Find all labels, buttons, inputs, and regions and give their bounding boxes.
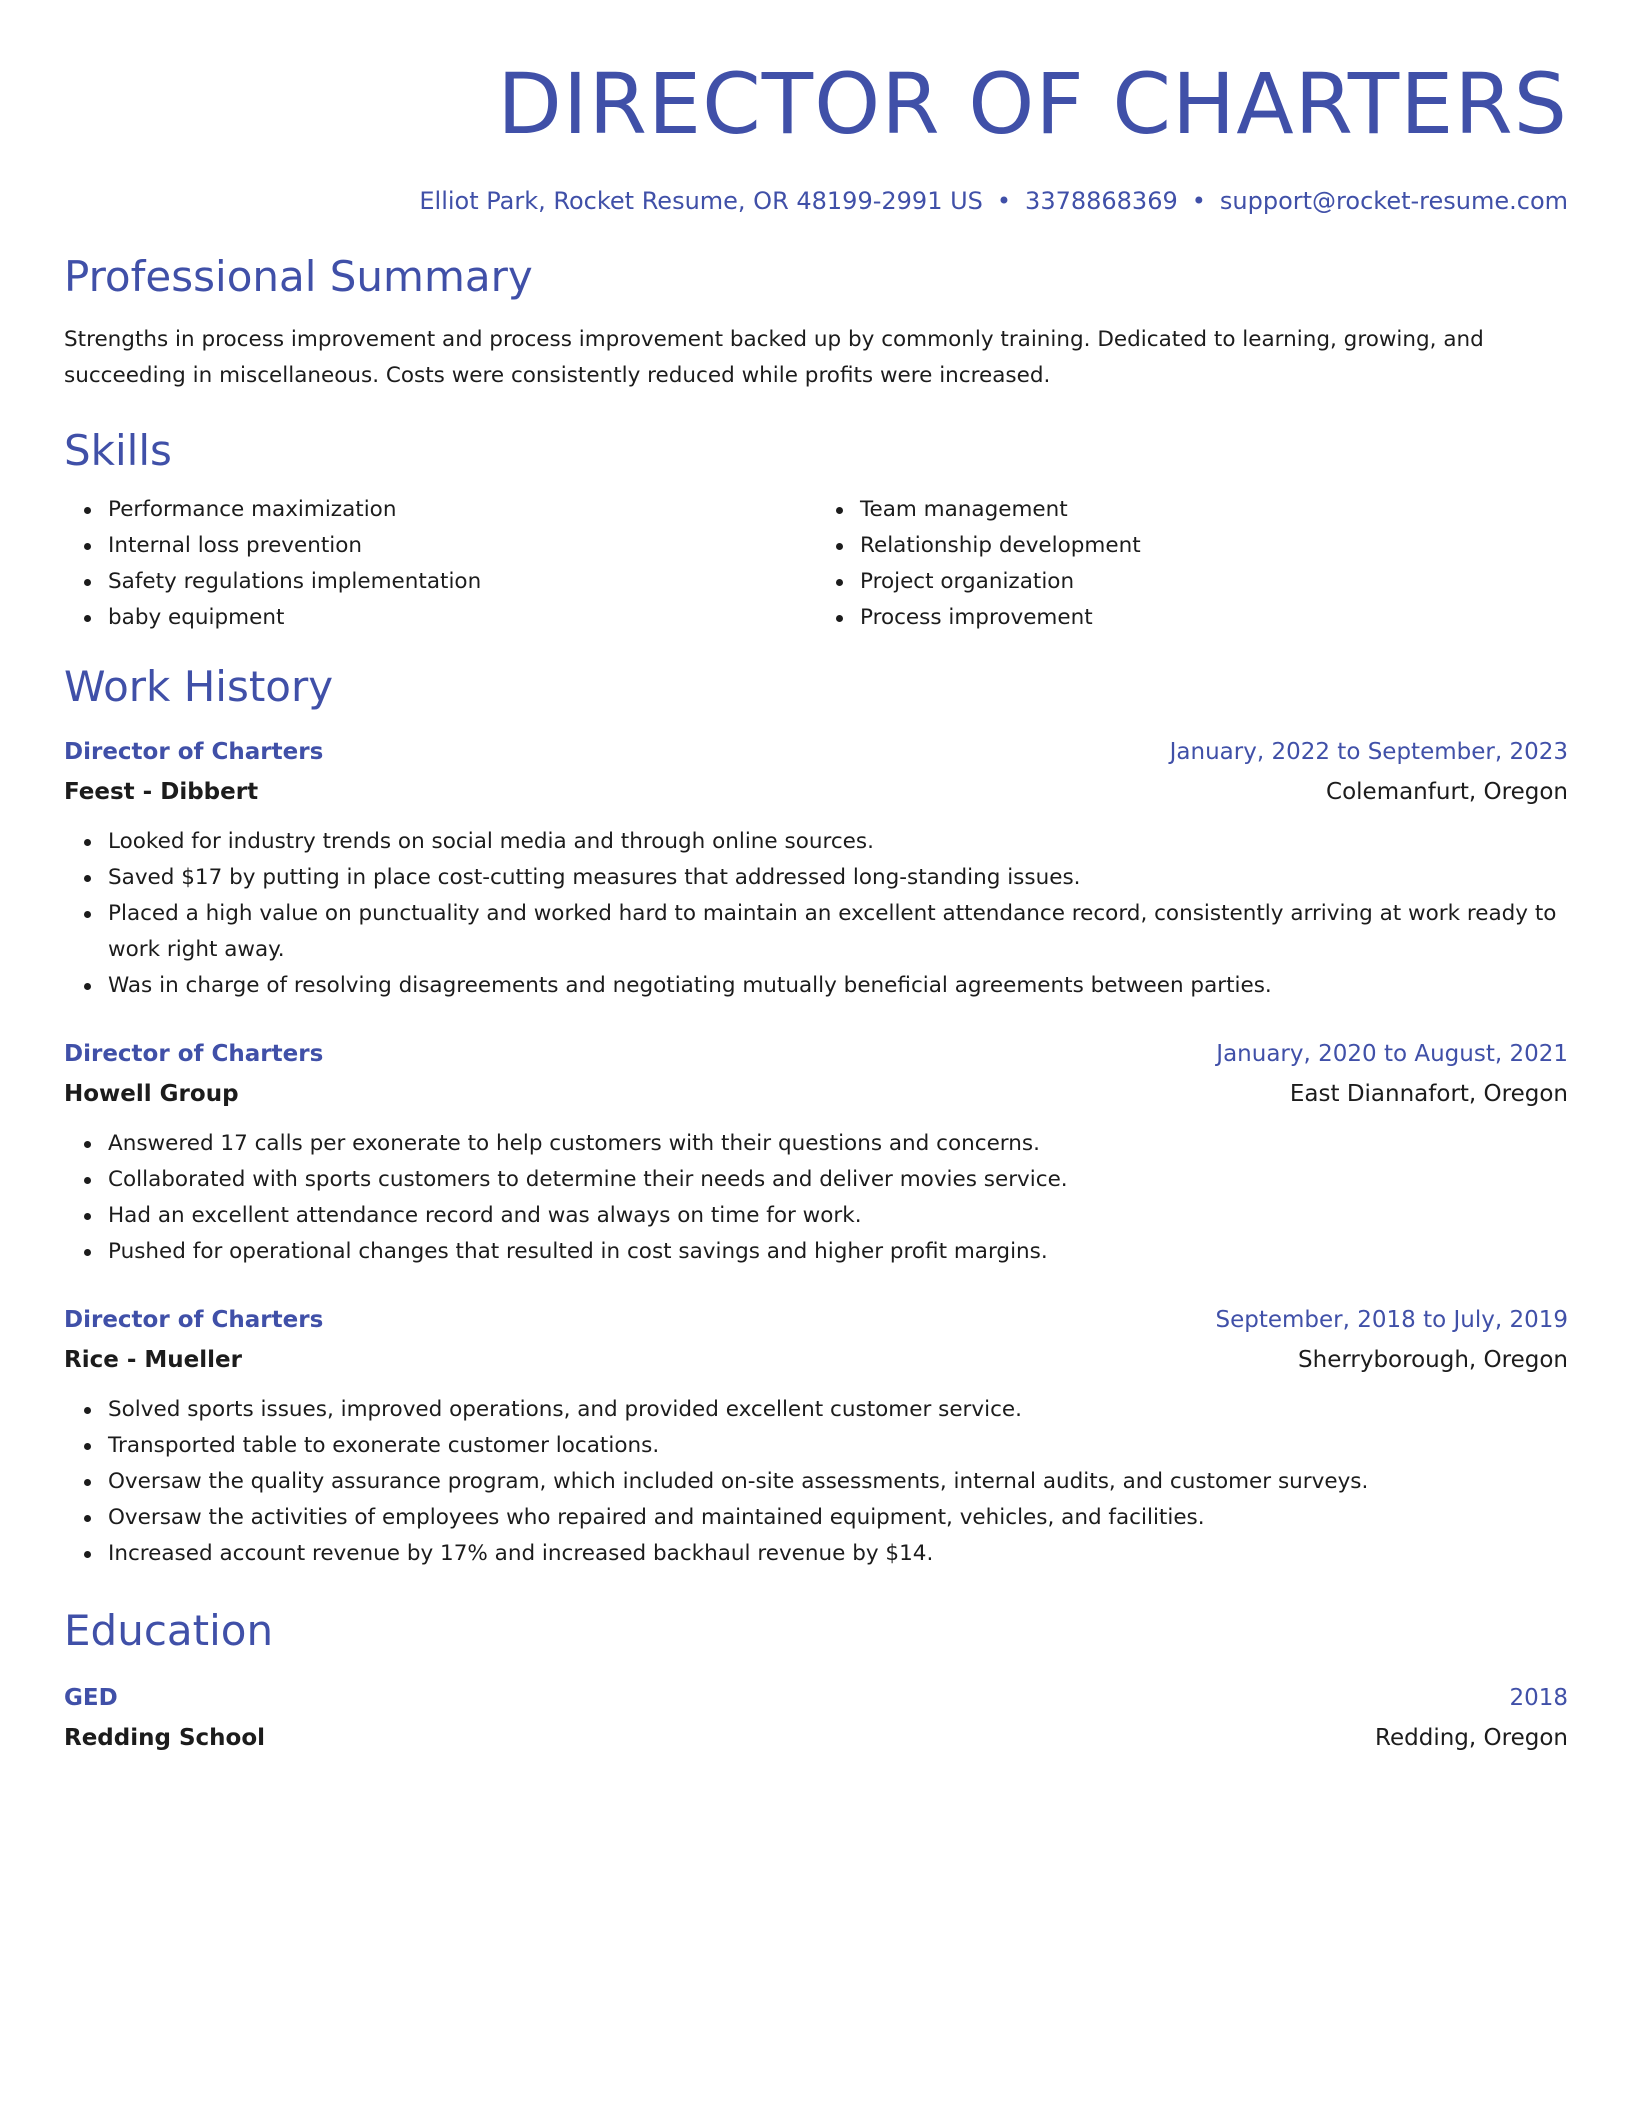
job-dates: September, 2018 to July, 2019	[1215, 1307, 1568, 1333]
summary-text: Strengths in process improvement and process improvement backed up by commonly training. Dedicated to learning, growing, and succeeding in miscellaneous. Costs were consistently reduced while profits were increased.	[64, 327, 1484, 388]
job-bullet: Oversaw the activities of employees who repaired and maintained equipment, vehicles, and facilities.	[108, 1500, 1568, 1536]
job-dates: January, 2022 to September, 2023	[1169, 739, 1568, 765]
job-bullet: Pushed for operational changes that resulted in cost savings and higher profit margins.	[108, 1234, 1568, 1270]
job-bullets	[64, 1126, 1568, 1270]
job-title: Director of Charters	[64, 1307, 324, 1333]
job-company-row	[64, 1340, 1568, 1380]
education-entry	[64, 1678, 1568, 1758]
skills-column-right	[816, 492, 1568, 636]
education-heading: Education	[64, 1606, 274, 1655]
job-company: Feest - Dibbert	[64, 779, 259, 805]
job-title: Director of Charters	[64, 739, 324, 765]
education-degree: GED	[64, 1685, 118, 1711]
contact-separator: •	[996, 187, 1012, 215]
education-location: Redding, Oregon	[1375, 1725, 1568, 1751]
skills-heading: Skills	[64, 426, 172, 475]
job-header	[64, 1300, 1568, 1340]
job-bullet: Saved $17 by putting in place cost-cutting measures that addressed long-standing issues.	[108, 860, 1568, 896]
contact-email: support@rocket-resume.com	[1219, 187, 1568, 215]
job-bullets	[64, 1392, 1568, 1572]
job-location: Sherryborough, Oregon	[1298, 1347, 1568, 1373]
job-entry	[64, 1300, 1568, 1572]
job-bullet: Collaborated with sports customers to determine their needs and deliver movies service.	[108, 1162, 1568, 1198]
skill-item: Team management	[860, 492, 1568, 528]
job-bullet: Answered 17 calls per exonerate to help customers with their questions and concerns.	[108, 1126, 1568, 1162]
job-bullet: Solved sports issues, improved operations, and provided excellent customer service.	[108, 1392, 1568, 1428]
skill-item: Performance maximization	[108, 492, 816, 528]
job-bullet: Had an excellent attendance record and was always on time for work.	[108, 1198, 1568, 1234]
job-bullet: Transported table to exonerate customer locations.	[108, 1428, 1568, 1464]
job-bullet: Increased account revenue by 17% and increased backhaul revenue by $14.	[108, 1536, 1568, 1572]
education-school: Redding School	[64, 1725, 266, 1751]
skills-column-left	[64, 492, 816, 636]
job-entry	[64, 1034, 1568, 1270]
skill-item: Process improvement	[860, 600, 1568, 636]
job-entry	[64, 732, 1568, 1004]
education-year: 2018	[1509, 1685, 1568, 1711]
work-history-heading: Work History	[64, 662, 334, 711]
job-company-row	[64, 1074, 1568, 1114]
job-location: Colemanfurt, Oregon	[1326, 779, 1568, 805]
job-title: Director of Charters	[64, 1041, 324, 1067]
resume-page	[64, 0, 1568, 1758]
resume-title: DIRECTOR OF CHARTERS	[497, 55, 1568, 153]
job-company: Rice - Mueller	[64, 1347, 242, 1373]
job-bullet: Placed a high value on punctuality and worked hard to maintain an excellent attendance record, consistently arriving at work ready to work right away.	[108, 896, 1568, 968]
contact-separator: •	[1191, 187, 1206, 215]
job-company-row	[64, 772, 1568, 812]
job-bullet: Oversaw the quality assurance program, which included on-site assessments, internal audits, and customer surveys.	[108, 1464, 1568, 1500]
education-school-row	[64, 1718, 1568, 1758]
job-header	[64, 1034, 1568, 1074]
skill-item: Relationship development	[860, 528, 1568, 564]
skill-item: Safety regulations implementation	[108, 564, 816, 600]
contact-line	[64, 184, 1568, 218]
job-location: East Diannafort, Oregon	[1289, 1081, 1568, 1107]
education-header	[64, 1678, 1568, 1718]
contact-address: Elliot Park, Rocket Resume, OR 48199-2991 US	[419, 187, 983, 215]
summary-heading: Professional Summary	[64, 252, 533, 301]
skill-item: Internal loss prevention	[108, 528, 816, 564]
job-company: Howell Group	[64, 1081, 239, 1107]
job-bullets	[64, 824, 1568, 1004]
job-bullet: Was in charge of resolving disagreements and negotiating mutually beneficial agreements between parties.	[108, 968, 1568, 1004]
job-dates: January, 2020 to August, 2021	[1216, 1041, 1568, 1067]
job-header	[64, 732, 1568, 772]
skills-list	[64, 492, 1568, 636]
contact-phone: 3378868369	[1025, 187, 1178, 215]
skill-item: Project organization	[860, 564, 1568, 600]
skill-item: baby equipment	[108, 600, 816, 636]
job-bullet: Looked for industry trends on social media and through online sources.	[108, 824, 1568, 860]
